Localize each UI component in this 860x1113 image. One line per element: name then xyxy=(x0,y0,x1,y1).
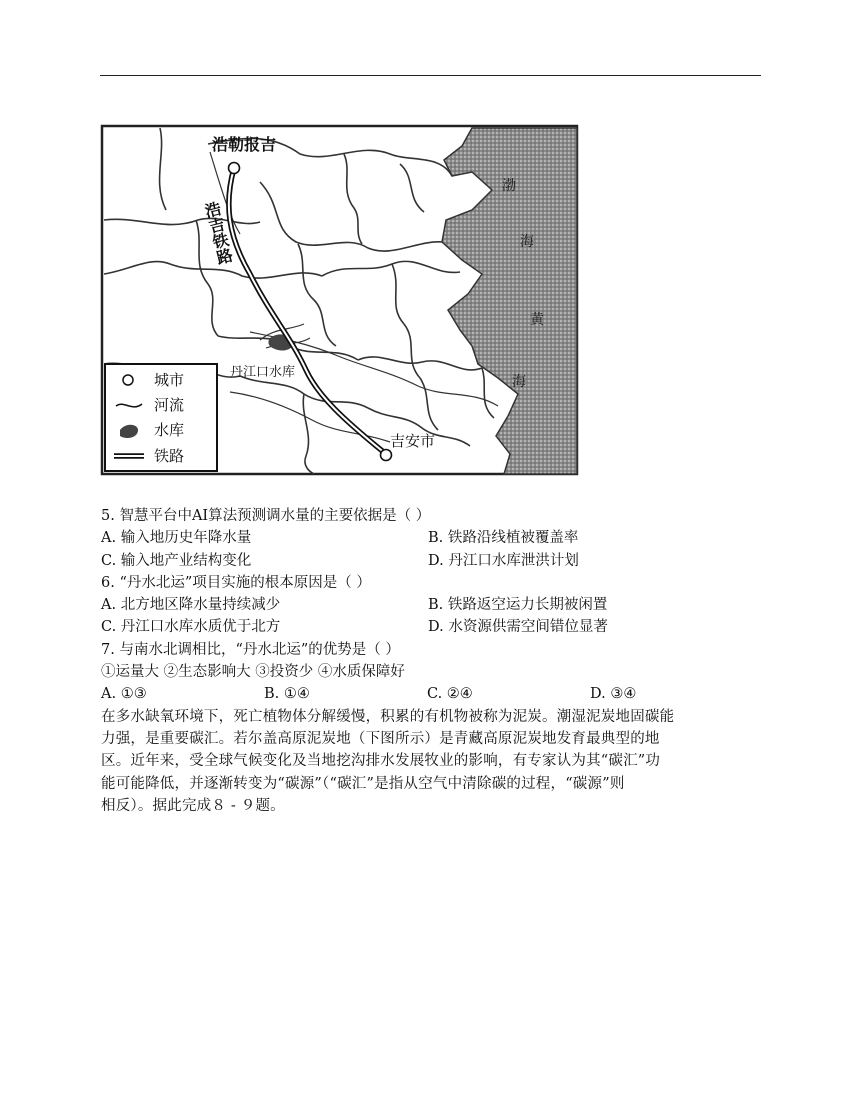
legend-label-reservoir: 水库 xyxy=(154,421,185,439)
option-5c[interactable]: C. 输入地产业结构变化 xyxy=(101,552,252,569)
passage-line: 相反）。据此完成８ - ９题。 xyxy=(101,797,285,814)
sea-char-1: 渤 xyxy=(502,178,516,194)
questions-section xyxy=(101,505,763,817)
question-6-options-row-2 xyxy=(101,616,763,638)
sea-char-3: 黄 xyxy=(530,312,544,328)
city-south-label: 吉安市 xyxy=(390,432,436,450)
option-6b[interactable]: B. 铁路返空运力长期被闲置 xyxy=(428,597,608,614)
option-5b[interactable]: B. 铁路沿线植被覆盖率 xyxy=(428,530,579,547)
sea-char-4: 海 xyxy=(512,374,526,390)
question-7-options-row xyxy=(101,683,763,705)
question-7-statements: ①运量大 ②生态影响大 ③投资少 ④水质保障好 xyxy=(101,664,405,681)
question-7-stem: 7. 与南水北调相比，“丹水北运”的优势是（ ） xyxy=(101,641,400,658)
option-5a[interactable]: A. 输入地历史年降水量 xyxy=(101,530,252,547)
option-5d[interactable]: D. 丹江口水库泄洪计划 xyxy=(428,552,579,569)
option-6d[interactable]: D. 水资源供需空间错位显著 xyxy=(428,619,608,636)
passage-line: 力强，是重要碳汇。若尔盖高原泥炭地（下图所示）是青藏高原泥炭地发育最典型的地 xyxy=(101,730,660,747)
railway-label: 浩吉铁路 xyxy=(200,199,235,267)
option-7d[interactable]: D. ③④ xyxy=(590,686,637,703)
legend-label-river: 河流 xyxy=(154,396,185,414)
passage-paragraph xyxy=(101,706,763,817)
option-6c[interactable]: C. 丹江口水库水质优于北方 xyxy=(101,619,281,636)
option-7a[interactable]: A. ①③ xyxy=(101,686,147,703)
city-south-marker xyxy=(381,450,392,461)
legend-label-railway: 铁路 xyxy=(154,447,185,465)
passage-line: 在多水缺氧环境下，死亡植物体分解缓慢，积累的有机物被称为泥炭。潮湿泥炭地固碳能 xyxy=(101,708,675,725)
city-north-marker xyxy=(229,163,240,174)
legend-label-city: 城市 xyxy=(154,371,185,389)
option-7c[interactable]: C. ②④ xyxy=(427,686,473,703)
passage-line: 区。近年来，受全球气候变化及当地挖沟排水发展牧业的影响，有专家认为其“碳汇”功 xyxy=(101,753,661,770)
question-5-stem: 5. 智慧平台中AI算法预测调水量的主要依据是（ ） xyxy=(101,508,431,524)
question-5-options-row-1 xyxy=(101,527,763,549)
railway-map xyxy=(100,124,579,476)
reservoir-label: 丹江口水库 xyxy=(230,365,296,380)
city-circle-icon xyxy=(123,375,133,385)
header-rule xyxy=(100,75,761,76)
question-5-options-row-2 xyxy=(101,550,763,572)
map-legend xyxy=(105,364,217,471)
option-6a[interactable]: A. 北方地区降水量持续减少 xyxy=(101,597,281,614)
passage-line: 能可能降低，并逐渐转变为“碳源”（“碳汇”是指从空气中清除碳的过程，“碳源”则 xyxy=(101,775,625,792)
sea-char-2: 海 xyxy=(520,234,534,250)
city-north-label: 浩勒报吉 xyxy=(212,135,277,154)
question-6-options-row-1 xyxy=(101,594,763,616)
option-7b[interactable]: B. ①④ xyxy=(264,686,310,703)
question-6-stem: 6. “丹水北运”项目实施的根本原因是（ ） xyxy=(101,574,371,591)
